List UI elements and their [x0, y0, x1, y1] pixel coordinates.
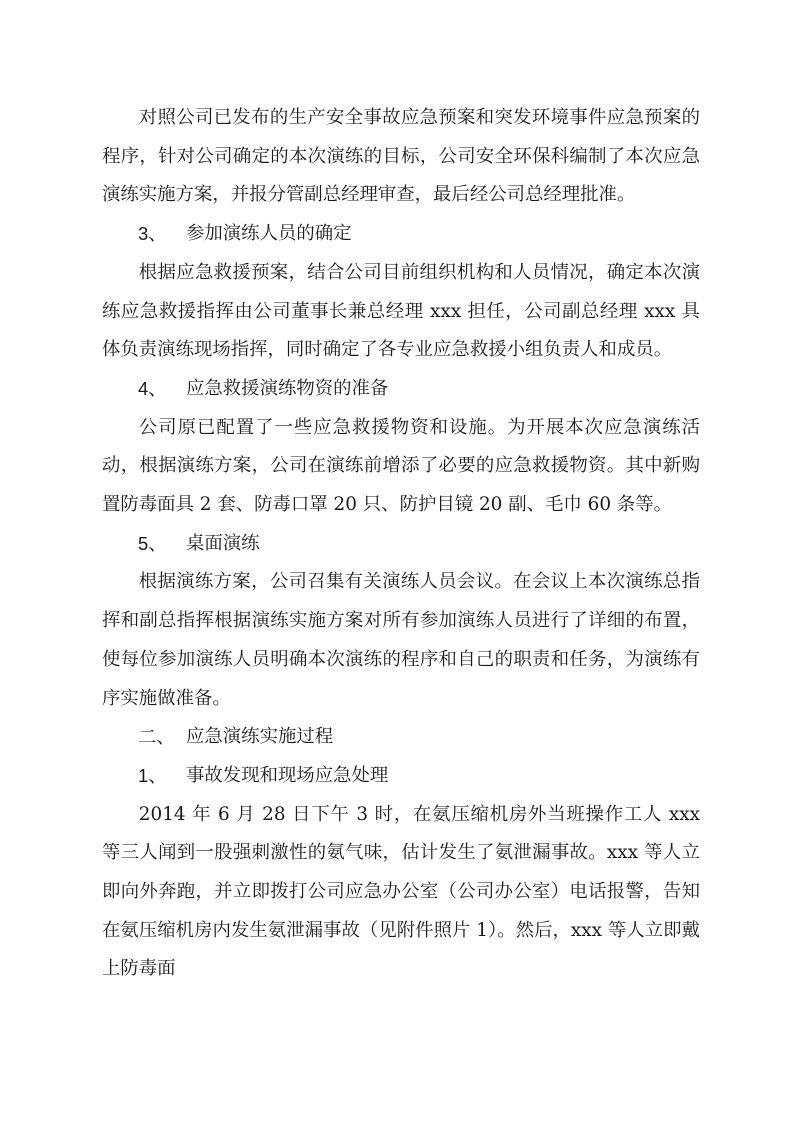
heading-tabletop-drill	[102, 525, 700, 564]
paragraph-materials: 公司原已配置了一些应急救援物资和设施。为开展本次应急演练活动，根据演练方案，公司在演练前增添了必要的应急救援物资。其中新购置防毒面具 2 套、防毒口罩 20 只、防护目镜 20 副、毛巾 60 条等。	[102, 416, 700, 516]
heading-drill-process	[102, 718, 700, 757]
paragraph-participants: 根据应急救援预案，结合公司目前组织机构和人员情况，确定本次演练应急救援指挥由公司董事长兼总经理 xxx 担任，公司副总经理 xxx 具体负责演练现场指挥，同时确定了各专业应急救援小组负责人和成员。	[102, 261, 700, 361]
heading-number: 3、	[138, 223, 167, 245]
heading-title: 参加演练人员的确定	[186, 223, 352, 245]
paragraph-plan-approval: 对照公司已发布的生产安全事故应急预案和突发环境事件应急预案的程序，针对公司确定的本次演练的目标，公司安全环保科编制了本次应急演练实施方案，并报分管副总经理审查，最后经公司总经理批准。	[102, 107, 700, 206]
paragraph-incident-discovery: 2014 年 6 月 28 日下午 3 时，在氨压缩机房外当班操作工人 xxx 等三人闻到一股强刺激性的氨气味，估计发生了氨泄漏事故。xxx 等人立即向外奔跑，并立即拨打公司应急办公室（公司办公室）电话报警，告知在氨压缩机房内发生氨泄漏事故（见附件照片 1）。然后，xxx 等人立即戴上防毒面	[102, 803, 700, 980]
paragraph-tabletop-drill: 根据演练方案，公司召集有关演练人员会议。在会议上本次演练总指挥和副总指挥根据演练实施方案对所有参加演练人员进行了详细的布置，使每位参加演练人员明确本次演练的程序和自己的职责和任务，为演练有序实施做准备。	[102, 571, 700, 709]
heading-title: 桌面演练	[186, 532, 260, 554]
heading-number: 二、	[138, 726, 175, 748]
heading-number: 1、	[138, 764, 167, 786]
heading-number: 4、	[138, 377, 167, 399]
heading-participants	[102, 215, 700, 254]
document-page	[102, 99, 700, 989]
heading-title: 应急演练实施过程	[186, 726, 334, 748]
heading-incident-discovery	[102, 757, 700, 796]
heading-title: 应急救援演练物资的准备	[186, 377, 389, 399]
heading-materials	[102, 370, 700, 409]
heading-number: 5、	[138, 532, 167, 554]
heading-title: 事故发现和现场应急处理	[186, 764, 389, 786]
